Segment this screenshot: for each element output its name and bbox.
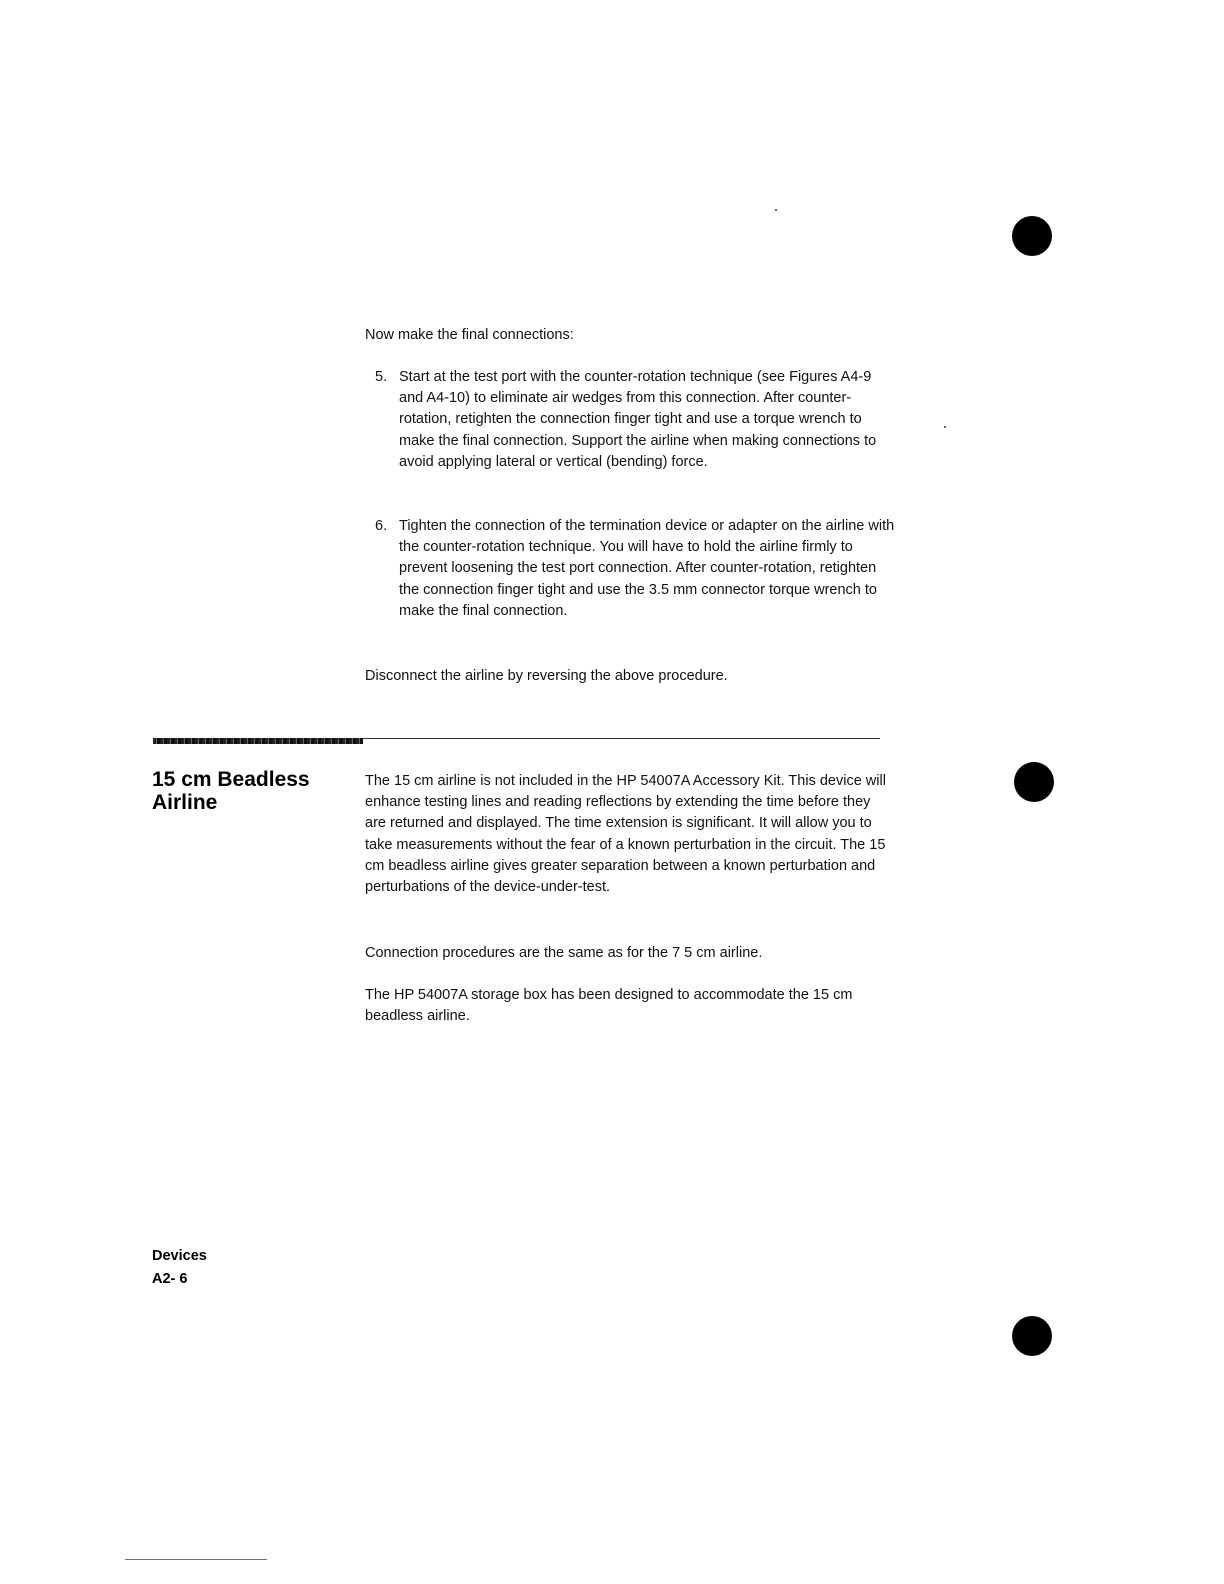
footer-page-number: A2- 6 bbox=[152, 1271, 188, 1287]
list-item-step-5 bbox=[375, 367, 895, 473]
step-number: 5. bbox=[375, 369, 388, 385]
step-number: 6. bbox=[375, 518, 388, 534]
scan-speck bbox=[775, 209, 777, 211]
section-divider-bar bbox=[153, 738, 363, 744]
section-divider-line bbox=[363, 738, 880, 739]
footer-section-name: Devices bbox=[152, 1248, 207, 1264]
intro-text: Now make the final connections: bbox=[365, 327, 574, 343]
step-text: Start at the test port with the counter-rotation technique (see Figures A4-9 and A4-10) to eliminate air wedges from this connection. After counter-rotation, retighten the connection finger tight and use a torque wrench to make the final connection. Support the airline when making connections to avoid applying lateral or vertical (bending) force. bbox=[399, 369, 877, 470]
section-paragraph: The 15 cm airline is not included in the HP 54007A Accessory Kit. This device will enhance testing lines and reading reflections by extending the time before they are returned and displayed. The time extension is significant. It will allow you to take measurements without the fear of a known perturbation in the circuit. The 15 cm beadless airline gives greater separation between a known perturbation and perturbations of the device-under-test. bbox=[365, 773, 886, 896]
punch-hole-top bbox=[1012, 216, 1052, 256]
section-heading: 15 cm Beadless Airline bbox=[152, 768, 310, 814]
step-text: Tighten the connection of the termination device or adapter on the airline with the counter-rotation technique. You will have to hold the airline firmly to prevent loosening the test port connection. After counter-rotation, retighten the connection finger tight and use the 3.5 mm connector torque wrench to make the final connection. bbox=[399, 518, 895, 619]
page-footer bbox=[152, 1245, 207, 1291]
section-divider bbox=[153, 738, 880, 744]
bottom-edge-line bbox=[125, 1559, 267, 1560]
disconnect-text: Disconnect the airline by reversing the above procedure. bbox=[365, 668, 728, 684]
scan-speck bbox=[944, 426, 946, 428]
punch-hole-middle bbox=[1014, 762, 1054, 802]
section-paragraph: Connection procedures are the same as for the 7 5 cm airline. bbox=[365, 945, 763, 961]
section-paragraph: The HP 54007A storage box has been designed to accommodate the 15 cm beadless airline. bbox=[365, 987, 853, 1025]
list-item-step-6 bbox=[375, 516, 895, 622]
punch-hole-bottom bbox=[1012, 1316, 1052, 1356]
